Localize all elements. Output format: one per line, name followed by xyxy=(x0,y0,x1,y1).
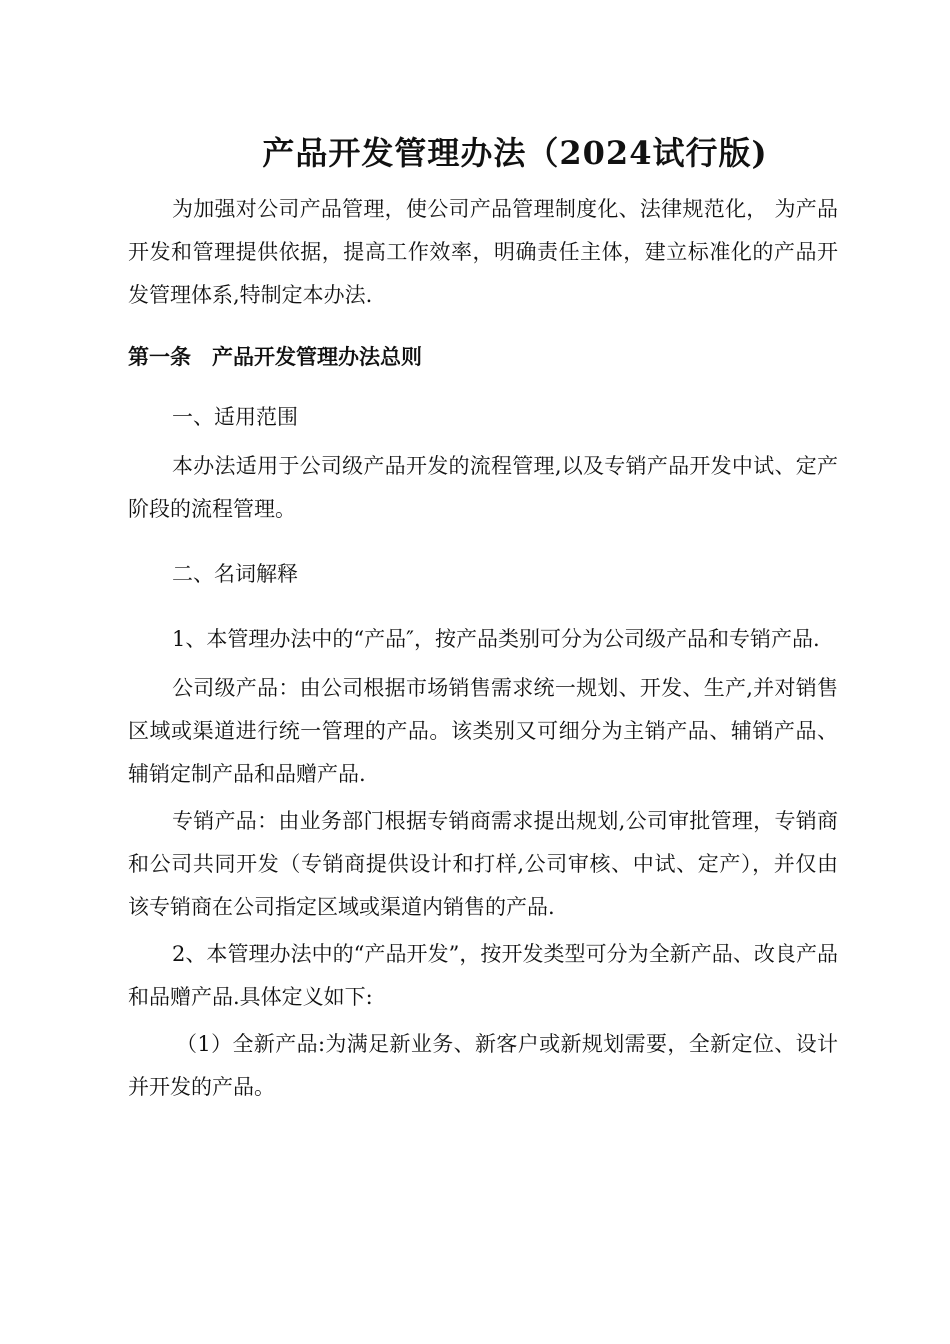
section-1-title: 一、适用范围 xyxy=(172,405,298,429)
intro-paragraph: 为加强对公司产品管理，使公司产品管理制度化、法律规范化， 为产品开发和管理提供依据，提高工作效率，明确责任主体，建立标准化的产品开发管理体系,特制定本办法. xyxy=(128,197,838,307)
definition-company-level: 公司级产品：由公司根据市场销售需求统一规划、开发、生产,并对销售区域或渠道进行统一管理的产品。该类别又可细分为主销产品、辅销产品、辅销定制产品和品赠产品. xyxy=(128,676,838,786)
section-1-text: 本办法适用于公司级产品开发的流程管理,以及专销产品开发中试、定产阶段的流程管理。 xyxy=(128,454,838,521)
definition-item-1: 1、本管理办法中的“产品″，按产品类别可分为公司级产品和专销产品. xyxy=(172,627,820,651)
document-page xyxy=(128,128,838,1109)
document-title: 产品开发管理办法（2024试行版) xyxy=(262,134,768,172)
definition-exclusive: 专销产品：由业务部门根据专销商需求提出规划,公司审批管理，专销商和公司共同开发（专销商提供设计和打样,公司审核、中试、定产），并仅由该专销商在公司指定区域或渠道内销售的产品. xyxy=(128,809,838,919)
article-1-heading: 第一条 产品开发管理办法总则 xyxy=(128,344,422,369)
section-2-title: 二、名词解释 xyxy=(172,562,298,586)
definition-item-2: 2、本管理办法中的“产品开发”，按开发类型可分为全新产品、改良产品和品赠产品.具体定义如下: xyxy=(128,942,838,1009)
definition-item-2-1: （1）全新产品:为满足新业务、新客户或新规划需要，全新定位、设计并开发的产品。 xyxy=(128,1032,838,1099)
